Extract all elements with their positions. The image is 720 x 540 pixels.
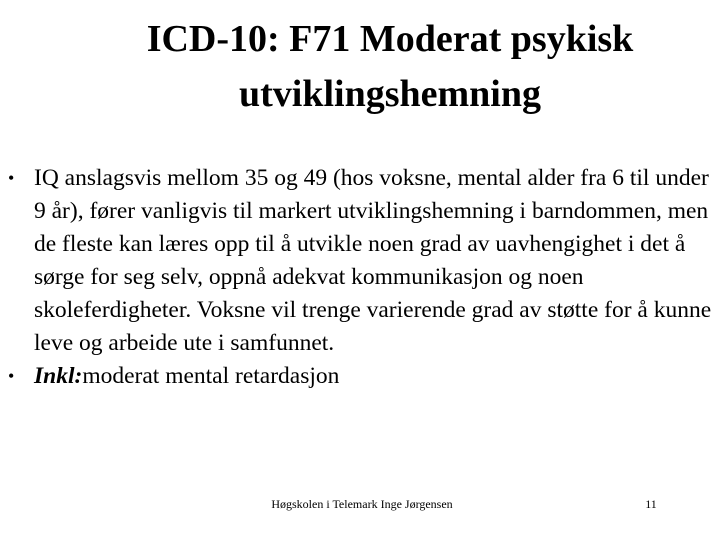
bullet-icon: • xyxy=(8,366,15,386)
slide-title xyxy=(60,12,720,122)
bullet-icon: • xyxy=(8,168,15,188)
bullet-text: IQ anslagsvis mellom 35 og 49 (hos voksne, mental alder fra 6 til under 9 år), fører vanligvis til markert utviklingshemning i barndommen, men de fleste kan læres opp til å utvikle noen grad av uavhengighet i det å sørge for seg selv, oppnå adekvat kommunikasjon og noen skoleferdigheter. Voksne vil trenge varierende grad av støtte for å kunne leve og arbeide ute i samfunnet. xyxy=(34,165,712,356)
page-number: 11 xyxy=(645,497,657,511)
footer-text: Høgskolen i Telemark Inge Jørgensen xyxy=(271,497,453,511)
title-line-1: ICD-10: F71 Moderat psykisk xyxy=(146,18,634,60)
bullet-item xyxy=(8,360,716,393)
bullet-text: moderat mental retardasjon xyxy=(82,363,340,389)
inkl-label: Inkl: xyxy=(34,363,83,389)
title-line-2: utviklingshemning xyxy=(239,73,541,115)
bullet-list xyxy=(8,162,716,393)
bullet-item xyxy=(8,162,716,360)
